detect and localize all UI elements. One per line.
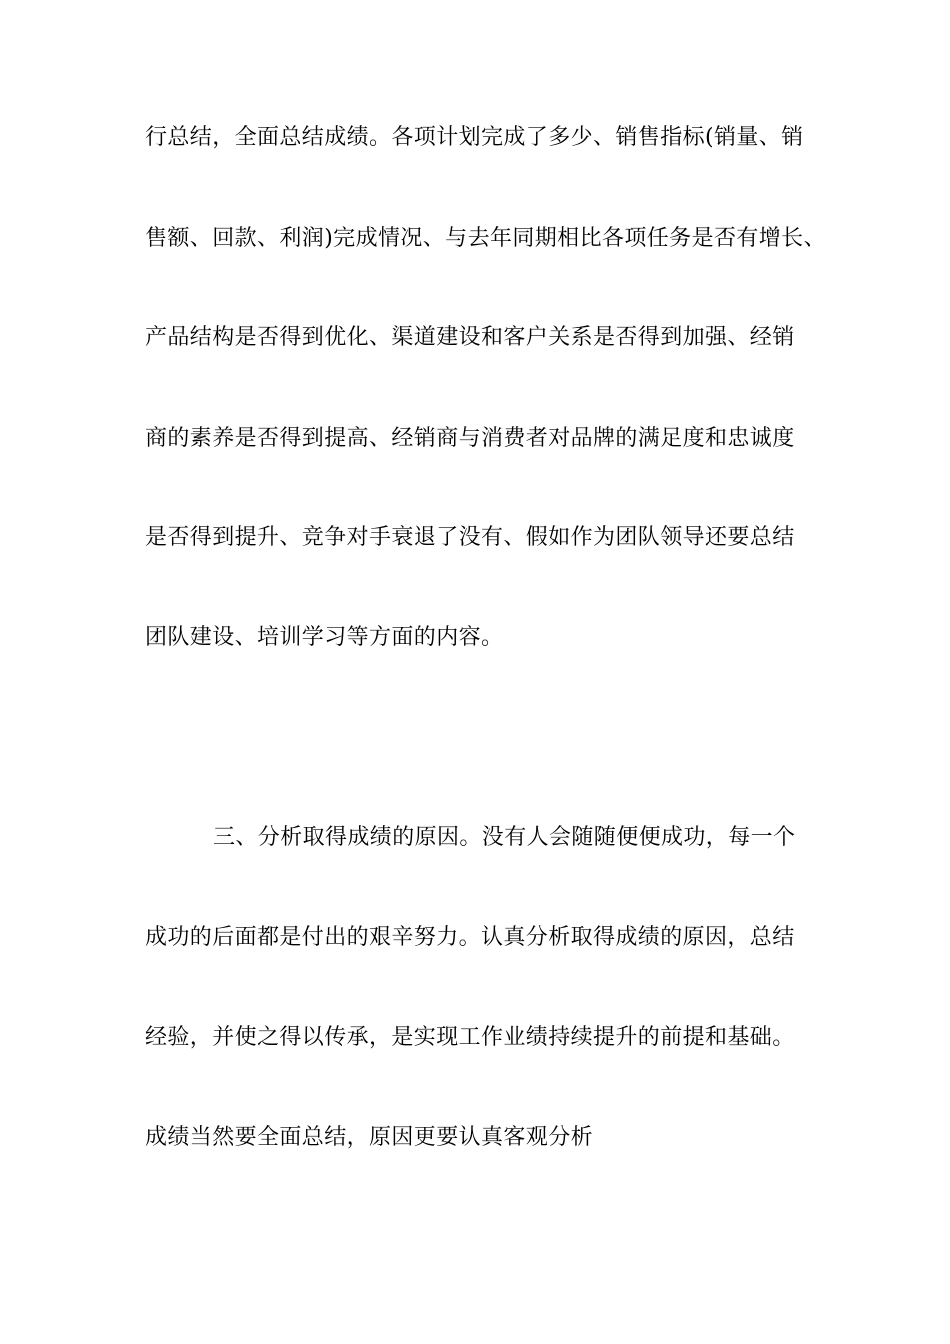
text-line: 团队建设、培训学习等方面的内容。 bbox=[145, 625, 504, 650]
text-line: 产品结构是否得到优化、渠道建设和客户关系是否得到加强、经销 bbox=[145, 325, 795, 350]
text-line: 经验，并使之得以传承，是实现工作业绩持续提升的前提和基础。 bbox=[145, 1025, 795, 1050]
text-line: 售额、回款、利润)完成情况、与去年同期相比各项任务是否有增长、 bbox=[145, 226, 826, 251]
text-line: 商的素养是否得到提高、经销商与消费者对品牌的满足度和忠诚度 bbox=[145, 426, 795, 451]
text-line: 成绩当然要全面总结，原因更要认真客观分析 bbox=[145, 1125, 594, 1150]
text-line: 成功的后面都是付出的艰辛努力。认真分析取得成绩的原因，总结 bbox=[145, 925, 795, 950]
text-line: 是否得到提升、竞争对手衰退了没有、假如作为团队领导还要总结 bbox=[145, 525, 795, 550]
section-heading-line: 三、分析取得成绩的原因。没有人会随随便便成功，每一个 bbox=[213, 825, 796, 850]
text-line: 行总结，全面总结成绩。各项计划完成了多少、销售指标(销量、销 bbox=[145, 125, 804, 150]
